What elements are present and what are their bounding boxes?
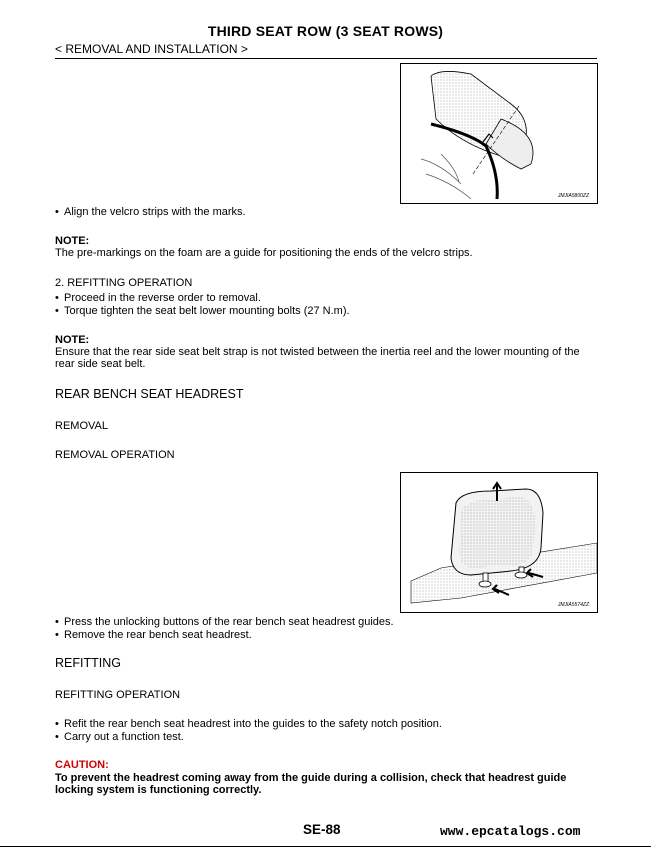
headrest-illustration bbox=[401, 473, 597, 612]
note-label: NOTE: bbox=[55, 235, 90, 247]
align-step-list bbox=[55, 206, 246, 219]
watermark-url: www.epcatalogs.com bbox=[440, 824, 581, 839]
breadcrumb: < REMOVAL AND INSTALLATION > bbox=[55, 42, 248, 56]
caution-text: To prevent the headrest coming away from the guide during a collision, check that headrest guide bbox=[55, 772, 567, 784]
caution-text: locking system is functioning correctly. bbox=[55, 784, 262, 796]
list-item: • Proceed in the reverse order to removal. bbox=[55, 292, 350, 305]
figure-code: JMJIA5574ZZ bbox=[557, 602, 589, 608]
section-heading: REAR BENCH SEAT HEADREST bbox=[55, 387, 244, 401]
footer-divider bbox=[0, 846, 651, 847]
list-item: • Press the unlocking buttons of the rear bench seat headrest guides. bbox=[55, 616, 394, 629]
list-item: • Align the velcro strips with the marks. bbox=[55, 206, 246, 219]
refitting-steps bbox=[55, 292, 350, 318]
velcro-illustration bbox=[401, 64, 597, 203]
note-text: The pre-markings on the foam are a guide for positioning the ends of the velcro strips. bbox=[55, 247, 473, 259]
page-number: SE-88 bbox=[303, 822, 341, 837]
removal-heading: REMOVAL bbox=[55, 420, 108, 432]
list-item: • Torque tighten the seat belt lower mounting bolts (27 N.m). bbox=[55, 305, 350, 318]
removal-operation-heading: REMOVAL OPERATION bbox=[55, 449, 175, 461]
removal-steps bbox=[55, 616, 394, 642]
note-text: Ensure that the rear side seat belt strap is not twisted between the inertia reel and the lower mounting of the bbox=[55, 346, 580, 358]
figure-code: JMJIA5800ZZ bbox=[557, 193, 589, 199]
refitting-operation-heading: 2. REFITTING OPERATION bbox=[55, 277, 193, 289]
refitting-operation-heading: REFITTING OPERATION bbox=[55, 689, 181, 701]
note-label: NOTE: bbox=[55, 334, 90, 346]
figure-velcro-strips bbox=[400, 63, 598, 204]
figure-headrest bbox=[400, 472, 598, 613]
header-divider bbox=[55, 58, 597, 59]
note-text: rear side seat belt. bbox=[55, 358, 146, 370]
list-item: • Refit the rear bench seat headrest into the guides to the safety notch position. bbox=[55, 718, 442, 731]
list-item: • Remove the rear bench seat headrest. bbox=[55, 629, 394, 642]
refitting-heading: REFITTING bbox=[55, 656, 121, 670]
list-item: • Carry out a function test. bbox=[55, 731, 442, 744]
refitting-steps bbox=[55, 718, 442, 744]
caution-label: CAUTION: bbox=[55, 759, 109, 771]
page-title: THIRD SEAT ROW (3 SEAT ROWS) bbox=[207, 23, 444, 39]
